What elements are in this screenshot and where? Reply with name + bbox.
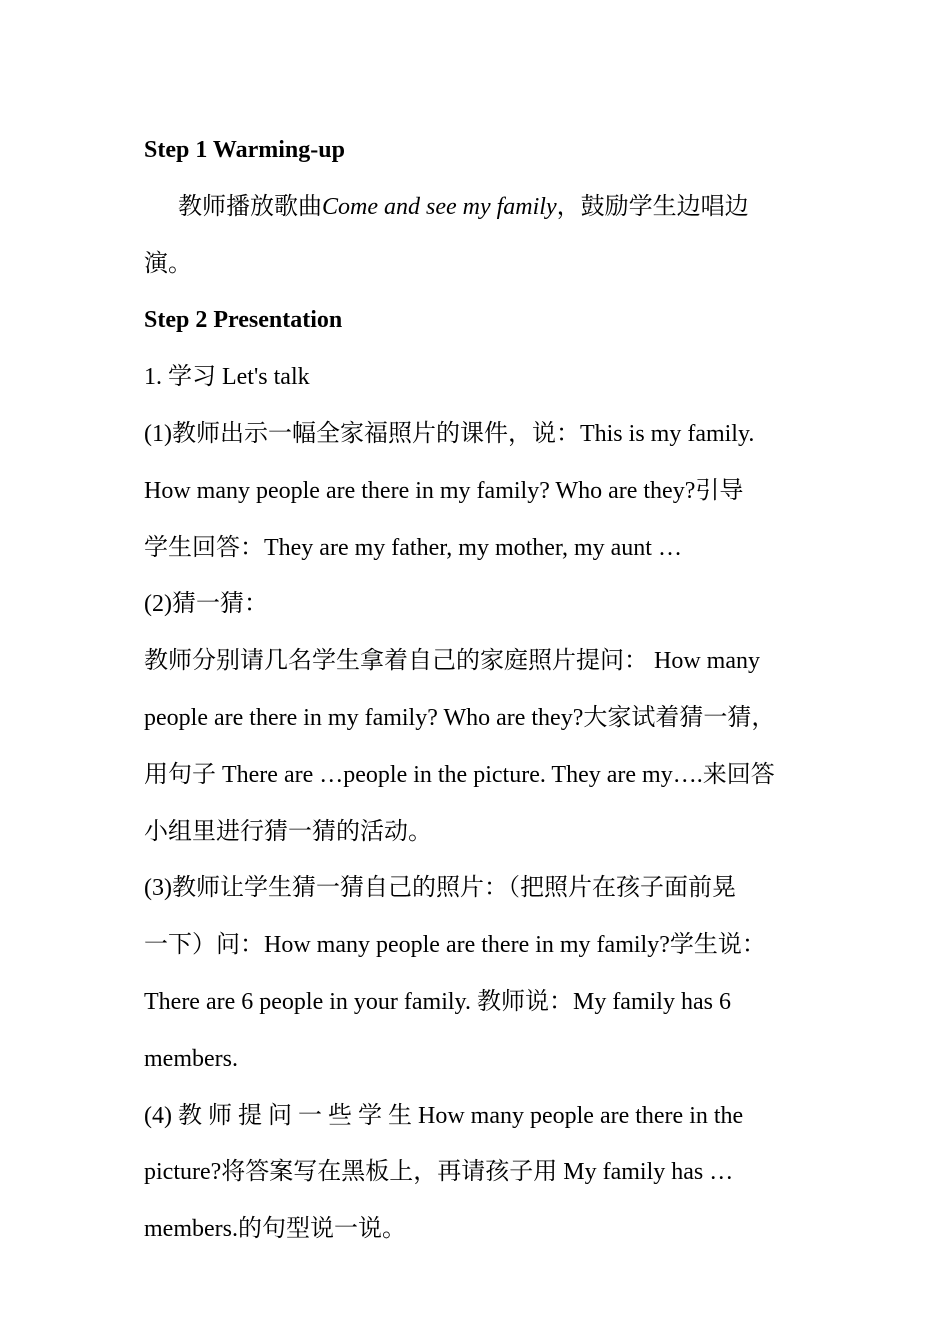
part2-line-4: 小组里进行猜一猜的活动。 bbox=[144, 818, 432, 845]
part3-line-1: (3)教师让学生猜一猜自己的照片：（把照片在孩子面前晃 bbox=[144, 875, 736, 902]
part3-line-3: There are 6 people in your family. 教师说：My family has 6 bbox=[144, 988, 731, 1015]
part2-line-3: 用句子 There are …people in the picture. They are my….来回答 bbox=[144, 761, 775, 788]
step1-text-a: 教师播放歌曲 bbox=[178, 193, 322, 220]
step1-heading: Step 1 Warming-up bbox=[144, 137, 345, 163]
part1-line-3: 学生回答：They are my father, my mother, my aunt … bbox=[144, 534, 682, 561]
part4-line-3: members.的句型说一说。 bbox=[144, 1216, 406, 1243]
part1-line-1: (1)教师出示一幅全家福照片的课件，说：This is my family. bbox=[144, 420, 755, 447]
step1-text-b: ，鼓励学生边唱边 bbox=[556, 193, 749, 220]
document-body bbox=[144, 122, 809, 1258]
part2-line-2: people are there in my family? Who are they?大家试着猜一猜， bbox=[144, 704, 776, 731]
part4-line-1: (4) 教 师 提 问 一 些 学 生 How many people are there in the bbox=[144, 1102, 744, 1129]
part2-line-1: 教师分别请几名学生拿着自己的家庭照片提问： How many bbox=[144, 648, 760, 675]
part3-line-2: 一下）问：How many people are there in my family?学生说： bbox=[144, 932, 766, 959]
step2-heading: Step 2 Presentation bbox=[144, 307, 343, 334]
part2-title: (2)猜一猜： bbox=[144, 591, 268, 618]
step1-paragraph-line-2: 演。 bbox=[144, 250, 192, 277]
part4-line-2: picture?将答案写在黑板上，再请孩子用 My family has … bbox=[144, 1159, 734, 1186]
step2-item-1: 1. 学习 Let's talk bbox=[144, 364, 310, 391]
step1-paragraph-line-1 bbox=[144, 179, 809, 236]
part3-line-4: members. bbox=[144, 1045, 238, 1072]
song-title: Come and see my family bbox=[322, 193, 557, 220]
part1-line-2: How many people are there in my family? Who are they?引导 bbox=[144, 477, 744, 504]
